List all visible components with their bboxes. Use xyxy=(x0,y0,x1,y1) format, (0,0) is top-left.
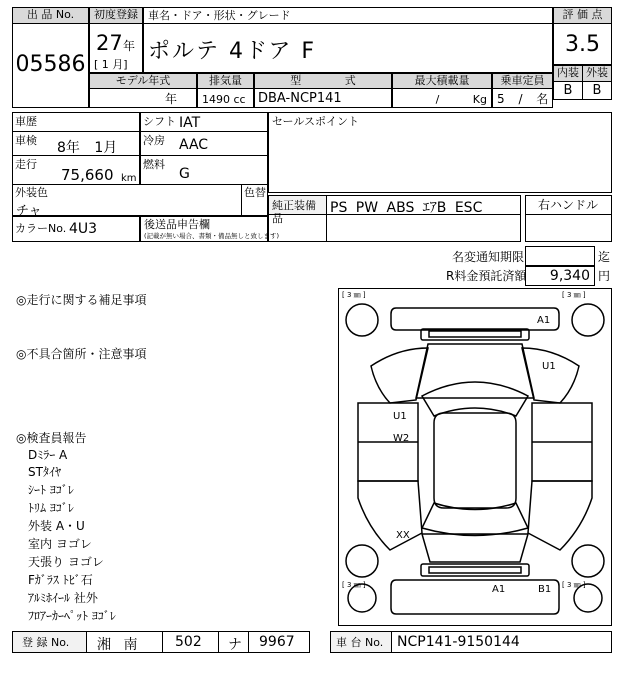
inspector-line: ﾄﾘﾑ ﾖｺﾞﾚ xyxy=(28,501,74,515)
notes-section xyxy=(16,292,316,632)
color-no-label: カラーNo. xyxy=(15,222,67,235)
tire-tread-rr: [ 3 ㎜ ] xyxy=(562,581,586,589)
damage-mark: B1 xyxy=(538,584,552,595)
reg-class-cell xyxy=(162,631,219,653)
inspector-line: ｼｰﾄ ﾖｺﾞﾚ xyxy=(28,483,74,497)
damage-mark: W2 xyxy=(393,433,410,444)
ext-color-value: チャ xyxy=(16,204,42,219)
post-doc-label: 後送品申告欄 xyxy=(144,218,210,231)
capacity: 5 / 名 xyxy=(497,92,549,106)
mileage-value: 75,660 xyxy=(61,166,114,184)
max-load-label: 最大積載量 xyxy=(392,73,492,89)
notice-label: 名変通知期限 xyxy=(452,250,525,264)
reg-class: 502 xyxy=(175,634,202,650)
lot-no-label: 出 品 No. xyxy=(12,7,89,24)
lot-no-cell xyxy=(12,23,89,108)
color-change-label: 色替 xyxy=(244,186,266,199)
type-label: 型 式 xyxy=(254,73,392,89)
type-value: DBA-NCP141 xyxy=(258,91,342,106)
tire-tread-fr: [ 3 ㎜ ] xyxy=(562,291,586,299)
inspector-line: Dﾐﾗｰ A xyxy=(28,448,68,462)
recycle-label: R料金預託済額 xyxy=(446,269,527,283)
shift-value: IAT xyxy=(179,115,201,131)
handle-value: 右ハンドル xyxy=(538,198,599,212)
inspector-line: 室内 ヨゴレ xyxy=(28,537,92,551)
damage-mark: A1 xyxy=(537,315,551,326)
color-no-cell xyxy=(12,216,140,242)
max-load-cell xyxy=(392,88,492,108)
inspector-title: ◎検査員報告 xyxy=(16,431,87,445)
score-cell xyxy=(553,23,612,65)
ac-label: 冷房 xyxy=(143,134,165,147)
reg-area: 湘 南 xyxy=(97,637,138,653)
mileage-unit: km xyxy=(121,173,137,184)
diagram-frame xyxy=(339,289,612,626)
shaken-label: 車検 xyxy=(15,134,37,147)
ac-value: AAC xyxy=(179,137,209,153)
capacity-cell xyxy=(492,88,553,108)
inspector-line: STﾀｲﾔ xyxy=(28,465,61,479)
damage-mark: U1 xyxy=(542,361,556,372)
exterior-grade: B xyxy=(582,81,612,100)
first-reg-year: 27 xyxy=(96,31,123,55)
damage-mark: A1 xyxy=(492,584,506,595)
model-year-label: モデル年式 xyxy=(89,73,197,89)
shaken-cell xyxy=(12,131,140,156)
reg-number: 9967 xyxy=(259,634,295,650)
chassis-label: 車 台 No. xyxy=(336,636,384,649)
inspector-line: 天張り ヨゴレ xyxy=(28,555,104,569)
handle-cell xyxy=(525,195,612,215)
inspector-line: ﾌﾛｱｰｶｰﾍﾟｯﾄ ﾖｺﾞﾚ xyxy=(28,609,116,623)
shift-label: シフト xyxy=(143,115,176,128)
reg-label: 登 録 No. xyxy=(22,636,70,649)
recycle-cell xyxy=(525,266,595,286)
car-name-label: 車名・ドア・形状・グレード xyxy=(148,9,291,22)
notice-unit: 迄 xyxy=(598,250,611,264)
chassis-label-cell xyxy=(330,631,392,653)
post-doc-note: (記載が無い場合、書類・備品無しと致します) xyxy=(144,232,280,240)
car-damage-diagram xyxy=(338,288,612,626)
reg-number-cell xyxy=(248,631,310,653)
equipment-cell xyxy=(326,195,521,215)
displacement-cell xyxy=(197,88,254,108)
model-year-unit: 年 xyxy=(165,92,178,106)
equipment-extra-cell-2 xyxy=(525,214,612,242)
equipment-extra-cell xyxy=(326,214,521,242)
defect-note-title: ◎不具合箇所・注意事項 xyxy=(16,347,147,361)
equipment-label-cell xyxy=(268,195,327,225)
chassis-no: NCP141-9150144 xyxy=(397,634,520,650)
first-reg-year-unit: 年 xyxy=(123,39,136,53)
displacement-label: 排気量 xyxy=(197,73,254,89)
recycle-unit: 円 xyxy=(598,269,611,283)
equipment-value: PS PW ABS ｴｱB ESC xyxy=(330,200,483,216)
capacity-label: 乗車定員 xyxy=(492,73,553,89)
history-cell xyxy=(12,112,140,132)
displacement: 1490 cc xyxy=(202,93,246,106)
damage-mark: U1 xyxy=(393,411,407,422)
tire-tread-fl: [ 3 ㎜ ] xyxy=(342,291,366,299)
sales-point-cell xyxy=(268,112,612,193)
max-load: / Kg xyxy=(435,93,487,106)
first-reg-month: [ 1 月] xyxy=(94,58,128,71)
first-reg-label: 初度登録 xyxy=(89,7,143,24)
color-no-value: 4U3 xyxy=(69,221,98,237)
mileage-label: 走行 xyxy=(15,158,37,171)
shift-cell xyxy=(140,112,268,132)
fuel-cell xyxy=(140,155,268,185)
notice-cell xyxy=(525,246,595,266)
shaken-value: 8年 1月 xyxy=(57,140,118,156)
first-reg-cell xyxy=(89,23,143,73)
reg-area-cell xyxy=(86,631,163,653)
tire-tread-rl: [ 3 ㎜ ] xyxy=(342,581,366,589)
inspector-line: 外装 A・U xyxy=(28,519,85,533)
ext-color-label: 外装色 xyxy=(15,186,48,199)
equipment-label: 純正装備品 xyxy=(272,199,316,225)
interior-grade: B xyxy=(553,81,583,100)
lot-no: 05586 xyxy=(15,52,86,77)
fuel-value: G xyxy=(179,166,190,182)
ac-cell xyxy=(140,131,268,156)
drive-note-title: ◎走行に関する補足事項 xyxy=(16,293,147,307)
interior-label: 内装 xyxy=(553,65,583,82)
chassis-no-cell xyxy=(391,631,612,653)
damage-mark: XX xyxy=(396,530,410,541)
score: 3.5 xyxy=(565,32,600,57)
car-name-label-cell xyxy=(143,7,553,24)
ext-color-cell xyxy=(12,184,242,219)
exterior-label: 外装 xyxy=(582,65,612,82)
model-year-cell xyxy=(89,88,197,108)
recycle-value: 9,340 xyxy=(549,268,590,284)
car-name: ポルテ 4ドア F xyxy=(148,39,316,64)
reg-kana: ナ xyxy=(228,637,242,653)
car-name-cell xyxy=(143,23,553,73)
history-label: 車歴 xyxy=(15,115,37,128)
post-doc-cell xyxy=(140,216,280,242)
mileage-cell xyxy=(12,155,140,185)
reg-kana-cell xyxy=(218,631,249,653)
type-cell xyxy=(254,88,392,108)
reg-label-cell xyxy=(12,631,87,653)
color-change-cell xyxy=(241,184,268,216)
score-label: 評 価 点 xyxy=(553,7,612,24)
fuel-label: 燃料 xyxy=(143,158,165,171)
inspector-line: Fｶﾞﾗｽ ﾄﾋﾞ石 xyxy=(28,573,93,587)
inspector-line: ｱﾙﾐﾎｲｰﾙ 社外 xyxy=(28,591,98,605)
sales-point-label: セールスポイント xyxy=(272,115,360,128)
